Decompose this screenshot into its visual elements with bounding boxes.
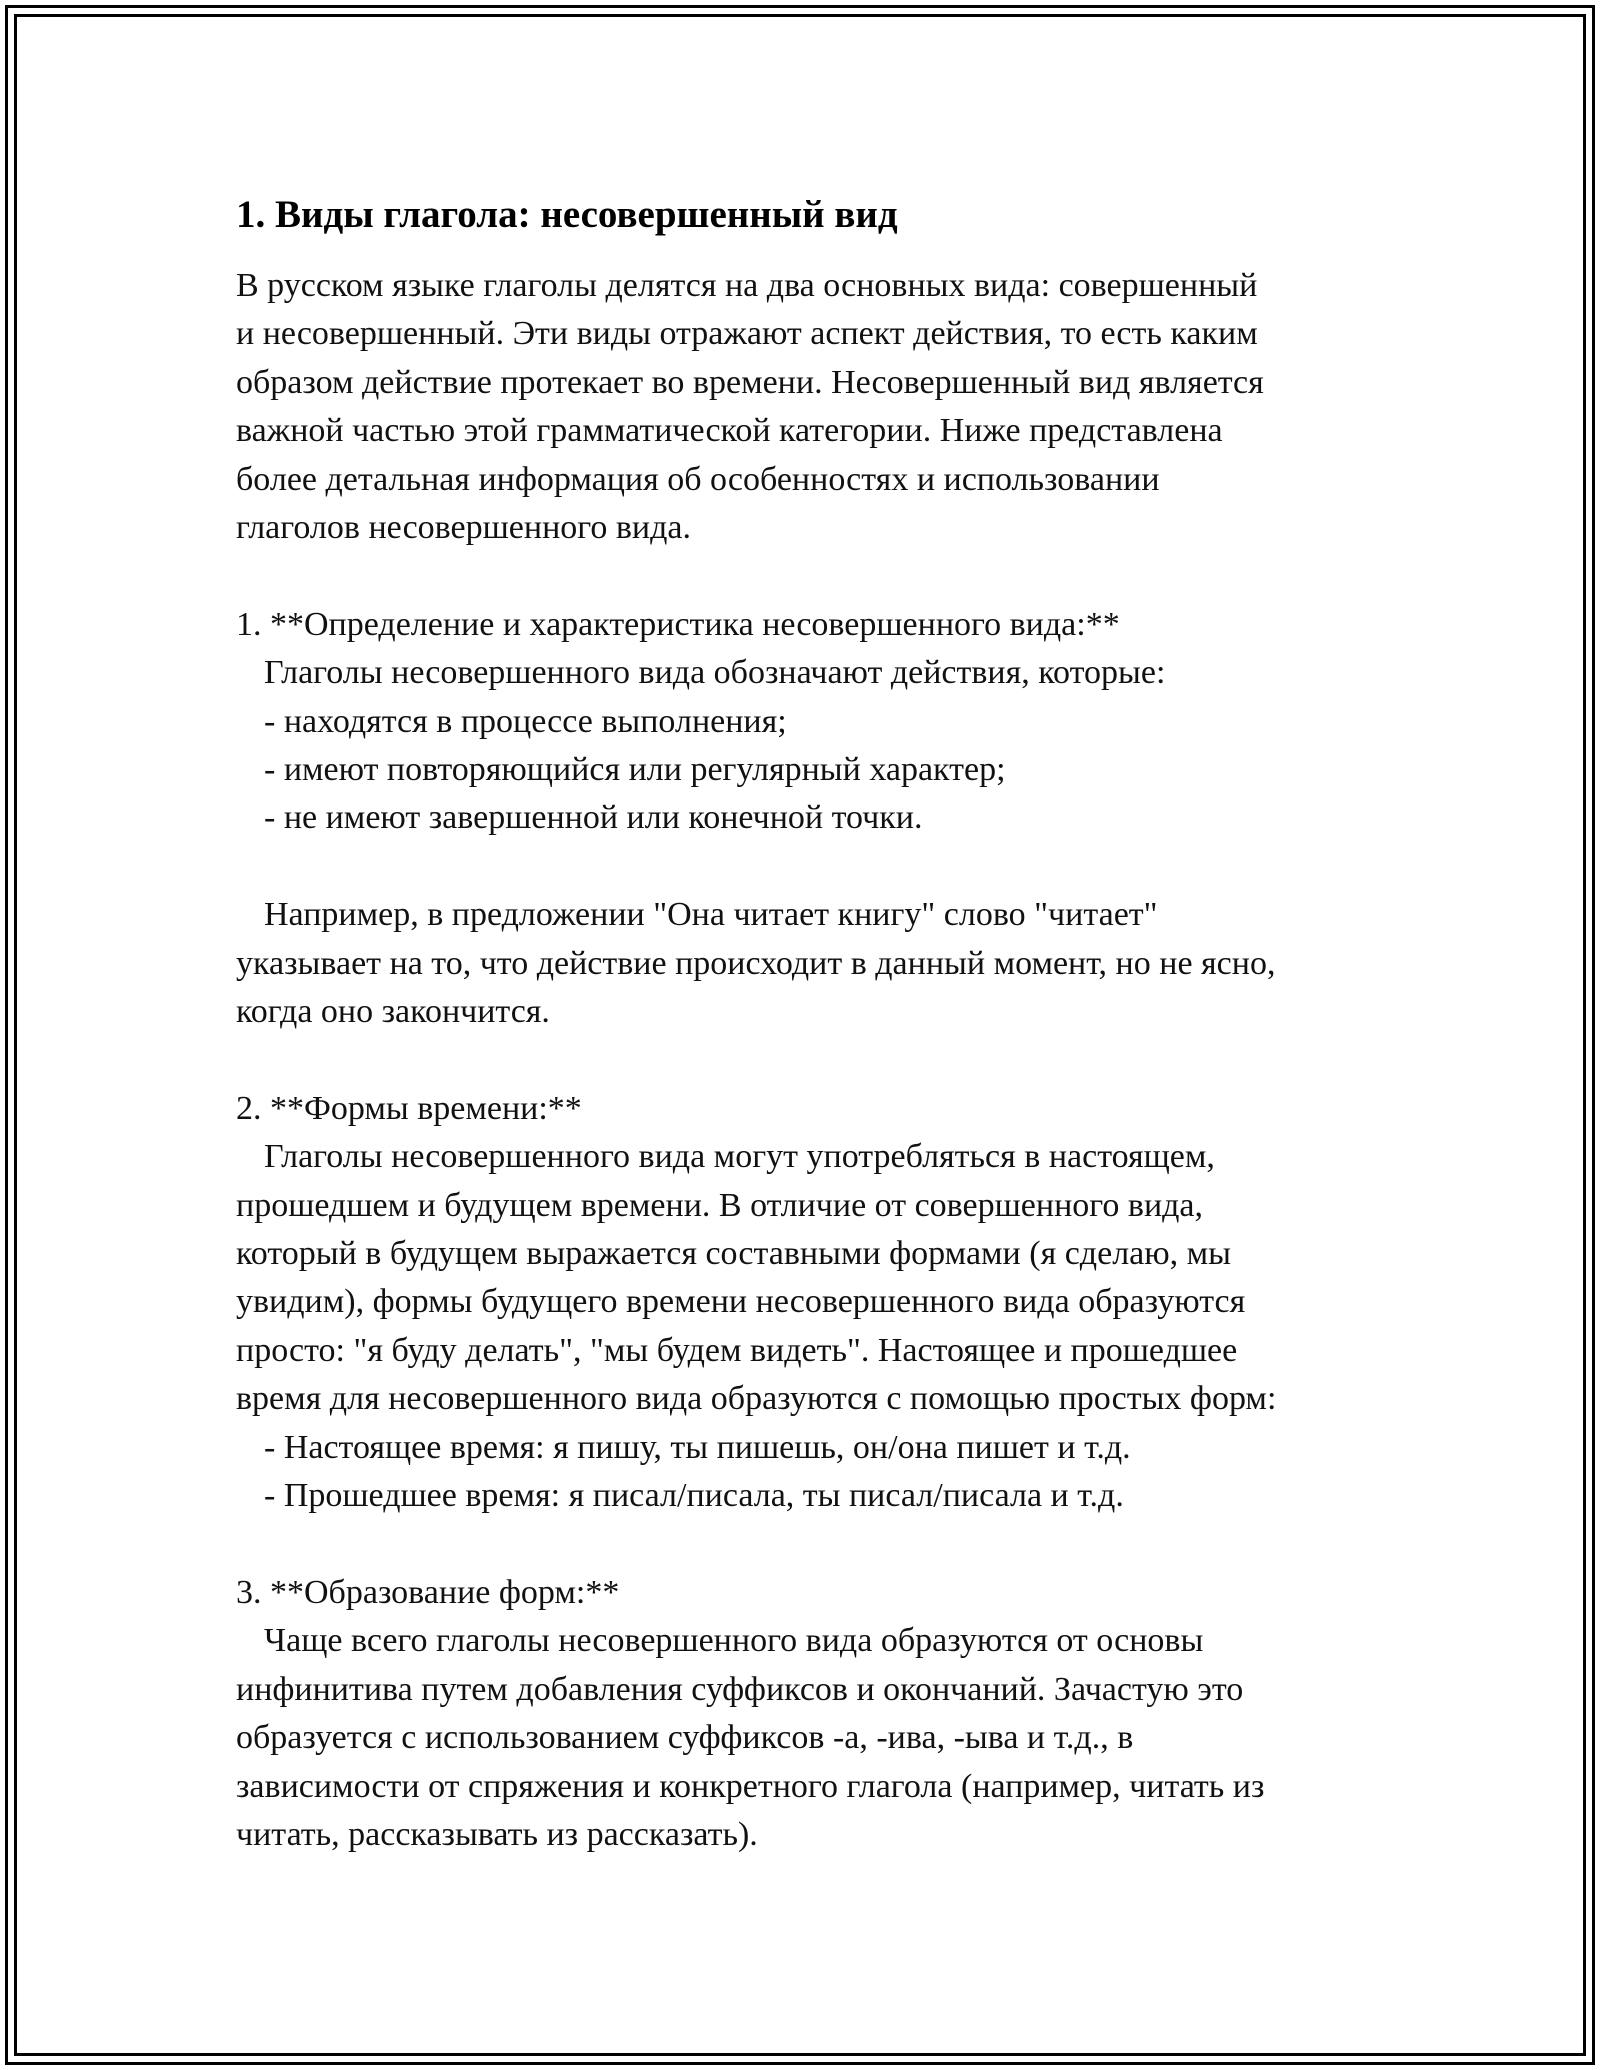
section-line: инфинитива путем добавления суффиксов и окончаний. Зачастую это	[236, 1670, 1244, 1708]
section-line: читать, рассказывать из рассказать).	[236, 1815, 758, 1853]
intro-line: важной частью этой грамматической категории. Ниже представлена	[236, 412, 1223, 450]
spacer	[236, 1521, 1396, 1569]
intro-line: В русском языке глаголы делятся на два основных вида: совершенный	[236, 267, 1258, 304]
section-line: увидим), формы будущего времени несовершенного вида образуются	[236, 1283, 1246, 1321]
section-line: Глаголы несовершенного вида могут употребляться в настоящем,	[264, 1138, 1215, 1176]
section-line: прошедшем и будущем времени. В отличие от совершенного вида,	[236, 1186, 1204, 1224]
list-item: - Настоящее время: я пишу, ты пишешь, он/она пишет и т.д.	[264, 1428, 1131, 1466]
spacer	[236, 1036, 1396, 1084]
list-item: - имеют повторяющийся или регулярный характер;	[264, 751, 1006, 789]
intro-line: глаголов несовершенного вида.	[236, 509, 692, 547]
section-line: образуется с использованием суффиксов -а, -ива, -ыва и т.д., в	[236, 1719, 1134, 1757]
document-heading: 1. Виды глагола: несовершенный вид	[236, 193, 898, 236]
spacer	[236, 552, 1396, 600]
list-item: - находятся в процессе выполнения;	[264, 702, 787, 740]
section-line: Чаще всего глаголы несовершенного вида образуются от основы	[264, 1622, 1204, 1660]
section-title: 1. **Определение и характеристика несовершенного вида:**	[236, 605, 1120, 643]
section-title: 2. **Формы времени:**	[236, 1089, 582, 1127]
section-formation	[236, 1569, 1396, 1859]
intro-line: и несовершенный. Эти виды отражают аспект действия, то есть каким	[236, 315, 1258, 353]
section-lead: Глаголы несовершенного вида обозначают действия, которые:	[264, 654, 1166, 692]
example-line: указывает на то, что действие происходит в данный момент, но не ясно,	[236, 944, 1276, 982]
spacer	[236, 843, 1396, 891]
section-line: зависимости от спряжения и конкретного глагола (например, читать из	[236, 1767, 1265, 1805]
section-tense-forms	[236, 1085, 1396, 1521]
intro-line: более детальная информация об особенностях и использовании	[236, 460, 1160, 498]
section-line: который в будущем выражается составными формами (я сделаю, мы	[236, 1235, 1232, 1273]
intro-paragraph	[236, 262, 1396, 552]
example-line: когда оно закончится.	[236, 993, 550, 1031]
document-body	[236, 188, 1396, 1859]
section-line: просто: "я буду делать", "мы будем видеть". Настоящее и прошедшее	[236, 1331, 1238, 1369]
list-item: - не имеют завершенной или конечной точки.	[264, 799, 923, 837]
example-line: Например, в предложении "Она читает книгу" слово "читает"	[264, 896, 1158, 934]
intro-line: образом действие протекает во времени. Несовершенный вид является	[236, 363, 1264, 401]
section-definition	[236, 601, 1396, 1037]
section-line: время для несовершенного вида образуются с помощью простых форм:	[236, 1380, 1277, 1418]
section-title: 3. **Образование форм:**	[236, 1573, 620, 1611]
list-item: - Прошедшее время: я писал/писала, ты писал/писала и т.д.	[264, 1477, 1124, 1515]
